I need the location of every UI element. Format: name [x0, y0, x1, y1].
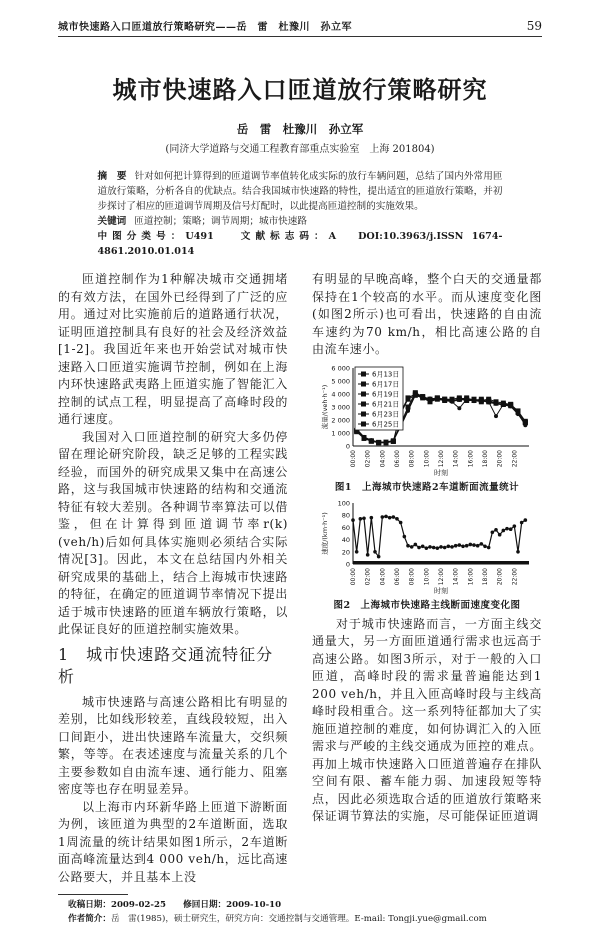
- data-point: [369, 438, 373, 442]
- y-axis-label: 流量/(veh·h⁻¹): [321, 384, 329, 429]
- running-header: 城市快速路入口匝道放行策略研究——岳 雷 杜豫川 孙立军: [58, 22, 352, 33]
- data-point: [450, 545, 454, 549]
- x-tick-label: 02:00: [364, 567, 372, 585]
- keywords: [98, 214, 503, 229]
- figure-1-flow-chart: [317, 362, 537, 480]
- data-point: [410, 545, 414, 549]
- clc-number: 中图分类号：U491: [97, 231, 214, 242]
- data-point: [476, 543, 480, 547]
- data-point: [479, 398, 483, 402]
- document-code: 文献标志码：A: [235, 231, 337, 242]
- x-tick-label: 14:00: [452, 567, 460, 585]
- data-point: [505, 526, 509, 530]
- data-point: [384, 440, 388, 444]
- figure-1-caption: 图1 上海城市快速路2车道断面流量统计: [334, 481, 520, 493]
- data-point: [432, 545, 436, 549]
- data-point: [509, 403, 513, 407]
- data-point: [501, 402, 505, 406]
- x-tick-label: 08:00: [408, 449, 416, 467]
- two-column-body: [58, 271, 542, 926]
- paragraph: 有明显的早晚高峰，整个白天的交通量都保持在1个较高的水平。而从速度变化图(如图2所示)也可看出，快速路的自由流车速约为70 km/h，相比高速公路的自由流车速小。: [312, 272, 542, 356]
- baseline-band: [353, 561, 529, 564]
- abstract-text: 针对如何把计算得到的匝道调节率值转化成实际的放行车辆问题，总结了国内外常用匝道放行策略，分析各自的优缺点。结合我国城市快速路的特性，提出适宜的匝道放行策略，并初步探讨了相应的匝道调节周期及信号灯配时，以此提高匝道控制的实施效果。: [97, 171, 503, 212]
- data-point: [443, 398, 447, 402]
- legend-marker: [361, 381, 366, 386]
- data-point: [373, 550, 377, 554]
- doi: DOI:10.3963/j.ISSN 1674-4861.2010.01.014: [97, 231, 503, 257]
- data-point: [516, 550, 520, 554]
- data-point: [436, 546, 440, 550]
- left-column-text: [58, 271, 288, 639]
- data-point: [524, 518, 528, 522]
- data-point: [355, 550, 359, 554]
- x-axis-label: 时刻: [434, 586, 448, 595]
- data-point: [403, 534, 407, 538]
- x-tick-label: 22:00: [511, 567, 519, 585]
- data-point: [391, 438, 395, 442]
- legend-label: 6月23日: [372, 410, 400, 418]
- data-point: [472, 543, 476, 547]
- data-point: [454, 543, 458, 547]
- abstract: [98, 169, 503, 214]
- data-point: [443, 545, 447, 549]
- paragraph: 匝道控制作为1种解决城市交通拥堵的有效方法，在国外已经得到了广泛的应用。通过对比实施前后的道路通行状况，证明匝道控制具有良好的社会及经济效益[1-2]。我国近年来也开始尝试对城市快速路入口匝道实施调节控制，例如在上海内环快速路武夷路上匝道实施了智能汇入控制的试点工程，明显提高了高峰时段的通行速度。: [58, 272, 288, 426]
- data-point: [406, 396, 411, 401]
- y-tick-label: 4 000: [331, 390, 350, 398]
- x-axis-label: 时刻: [434, 468, 448, 477]
- data-point: [417, 545, 421, 549]
- data-point: [359, 517, 363, 521]
- data-point: [428, 397, 432, 401]
- data-point: [469, 542, 473, 546]
- legend-marker: [361, 401, 366, 406]
- y-tick-label: 0: [345, 442, 350, 450]
- paragraph: 以上海市内环新华路上匝道下游断面为例，该匝道为典型的2车道断面，选取1周流量的统计结果如图1所示，2车道断面高峰流量达到4 000 veh/h，远比高速公路要大，并且基本上没: [58, 799, 288, 884]
- left-column-continued: [58, 694, 288, 887]
- data-point: [351, 518, 355, 522]
- data-point: [425, 546, 429, 550]
- section-heading: 1 城市快速路交通流特征分析: [58, 644, 274, 686]
- data-point: [483, 544, 487, 548]
- classification-line: [98, 229, 503, 259]
- author-bio-label: 作者简介：: [68, 914, 111, 924]
- data-point: [494, 528, 498, 532]
- x-tick-label: 12:00: [438, 567, 445, 585]
- x-tick-label: 18:00: [482, 567, 489, 585]
- data-point: [399, 520, 403, 524]
- paragraph: 对于城市快速路而言，一方面主线交通量大，另一方面匝道通行需求也远高于高速公路。如图3所示，对于一般的入口匝道，高峰时段的需求量普遍能达到1 200 veh/h，并且入匝高峰时段与主线高峰时段相重合。这一系列特征都加大了实施匝道控制的难度，如何协调汇入的入匝需求与严峻的主线交通成为匝控的难点。再加上城市快速路入口匝道普遍存在排队空间有限、蓄车能力弱、加速段短等特点，因此必须选取合适的匝道放行策略来保证调节算法的实施，尽可能保证匝道调: [312, 616, 542, 823]
- data-point: [498, 532, 502, 536]
- data-point: [523, 422, 527, 426]
- revised-date: 修回日期：2009-10-10: [183, 900, 282, 910]
- paragraph: 我国对入口匝道控制的研究大多仍停留在理论研究阶段，缺乏足够的工程实践经验，而国外的研究成果又集中在高速公路，这与我国城市快速路的结构和交通流特征有较大差别。各种调节率算法可以借鉴，但在计算得到匝道调节率r(k)(veh/h)后如何具体实施则必须结合实际情况[3]。因此，本文在总结国内外相关研究成果的基础上，结合上海城市快速路的特征，在确定的匝道调节率情况下提出适于城市快速路的匝道车辆放行策略，以此保证良好的匝道控制实施效果。: [58, 429, 288, 636]
- y-tick-label: 1 000: [331, 429, 350, 437]
- right-column-text: [312, 271, 542, 359]
- keywords-text: 匝道控制；策略；调节周期；城市快速路: [134, 216, 307, 227]
- data-point: [377, 440, 381, 444]
- x-tick-label: 02:00: [364, 449, 372, 467]
- legend-marker: [361, 391, 366, 396]
- y-tick-label: 2 000: [331, 416, 350, 424]
- data-point: [465, 543, 469, 547]
- data-point: [494, 414, 498, 418]
- y-tick-label: 3 000: [331, 403, 350, 411]
- x-tick-label: 16:00: [467, 449, 475, 467]
- figure-2-speed-chart: [317, 498, 537, 598]
- right-column: [312, 271, 542, 926]
- legend-marker: [361, 411, 366, 416]
- data-point: [502, 528, 506, 532]
- data-point: [392, 515, 396, 519]
- legend-label: 6月25日: [372, 420, 400, 428]
- data-point: [457, 397, 461, 401]
- x-tick-label: 00:00: [350, 567, 357, 585]
- data-point: [362, 516, 366, 520]
- data-point: [362, 435, 366, 439]
- y-tick-label: 5 000: [331, 377, 350, 385]
- x-tick-label: 18:00: [482, 449, 489, 467]
- data-point: [406, 408, 410, 412]
- footnote-rule: [58, 894, 128, 895]
- legend-label: 6月17日: [372, 380, 400, 388]
- x-tick-label: 04:00: [379, 567, 387, 585]
- data-point: [509, 527, 513, 531]
- figure-2-caption: 图2 上海城市快速路主线断面速度变化图: [333, 599, 521, 611]
- data-point: [447, 544, 451, 548]
- legend-marker: [361, 371, 366, 376]
- y-tick-label: 20: [341, 547, 350, 556]
- data-point: [366, 553, 370, 557]
- data-point: [421, 395, 425, 399]
- page-header: [58, 18, 542, 37]
- y-tick-label: 40: [341, 535, 350, 544]
- data-point: [516, 411, 520, 415]
- y-axis-label: 速度/(km·h⁻¹): [321, 511, 329, 555]
- data-point: [395, 517, 399, 521]
- data-point: [472, 398, 476, 402]
- speed-line: [353, 516, 525, 556]
- data-point: [465, 396, 469, 400]
- data-point: [457, 406, 461, 410]
- author-bio: 岳 雷(1985)，硕士研究生，研究方向：交通控制与交通管理。E-mail: Tongji.yue@gmail.com: [110, 914, 487, 924]
- x-tick-label: 06:00: [394, 567, 401, 585]
- legend-label: 6月19日: [372, 390, 400, 398]
- legend-label: 6月21日: [372, 400, 400, 408]
- footnotes: [68, 898, 538, 926]
- paragraph: 城市快速路与高速公路相比有明显的差别，比如线形较差，直线段较短，出入口间距小，进出快速路车流量大，交织频繁，等等。在表述速度与流量关系的几个主要参数如自由流车速、通行能力、阻塞密度等也存在明显差异。: [58, 694, 288, 796]
- y-tick-label: 100: [337, 499, 350, 507]
- x-tick-label: 20:00: [496, 449, 504, 467]
- data-point: [450, 399, 454, 403]
- data-point: [513, 524, 517, 528]
- data-point: [414, 542, 418, 546]
- data-point: [491, 530, 495, 534]
- y-tick-label: 60: [341, 523, 350, 532]
- x-tick-label: 06:00: [394, 449, 401, 467]
- abstract-label: 摘 要: [97, 171, 127, 182]
- x-tick-label: 22:00: [511, 449, 519, 467]
- x-tick-label: 04:00: [379, 449, 387, 467]
- received-date: 收稿日期：2009-02-25: [68, 900, 166, 910]
- x-tick-label: 16:00: [467, 567, 475, 585]
- data-point: [435, 396, 439, 400]
- data-point: [461, 544, 465, 548]
- data-point: [494, 401, 498, 405]
- y-tick-label: 80: [341, 511, 350, 520]
- y-tick-label: 6 000: [331, 364, 350, 372]
- paper-title: 城市快速路入口匝道放行策略研究: [112, 75, 488, 104]
- data-point: [384, 514, 388, 518]
- data-point: [487, 400, 491, 404]
- y-tick-label: 0: [345, 560, 350, 568]
- data-point: [428, 545, 432, 549]
- x-tick-label: 00:00: [350, 449, 357, 467]
- affiliation: (同济大学道路与交通工程教育部重点实验室 上海 201804): [165, 144, 435, 155]
- x-tick-label: 12:00: [438, 449, 445, 467]
- data-point: [388, 515, 392, 519]
- keywords-label: 关键词: [97, 216, 127, 227]
- x-tick-label: 10:00: [423, 449, 431, 467]
- authors: 岳 雷 杜豫川 孙立军: [236, 122, 364, 136]
- data-point: [377, 554, 381, 558]
- data-point: [458, 543, 462, 547]
- data-point: [421, 544, 425, 548]
- right-column-continued: [312, 616, 542, 826]
- legend-label: 6月13日: [372, 370, 400, 378]
- x-tick-label: 10:00: [423, 567, 431, 585]
- data-point: [413, 392, 417, 396]
- page-number: 59: [526, 19, 542, 33]
- data-point: [370, 515, 374, 519]
- data-point: [439, 545, 443, 549]
- data-point: [406, 543, 410, 547]
- x-tick-label: 08:00: [408, 567, 416, 585]
- data-point: [487, 545, 491, 549]
- data-point: [520, 520, 524, 524]
- data-point: [381, 515, 385, 519]
- legend-marker: [361, 421, 366, 426]
- abstract-block: [98, 169, 503, 259]
- data-point: [480, 542, 484, 546]
- x-tick-label: 20:00: [496, 567, 504, 585]
- x-tick-label: 14:00: [452, 449, 460, 467]
